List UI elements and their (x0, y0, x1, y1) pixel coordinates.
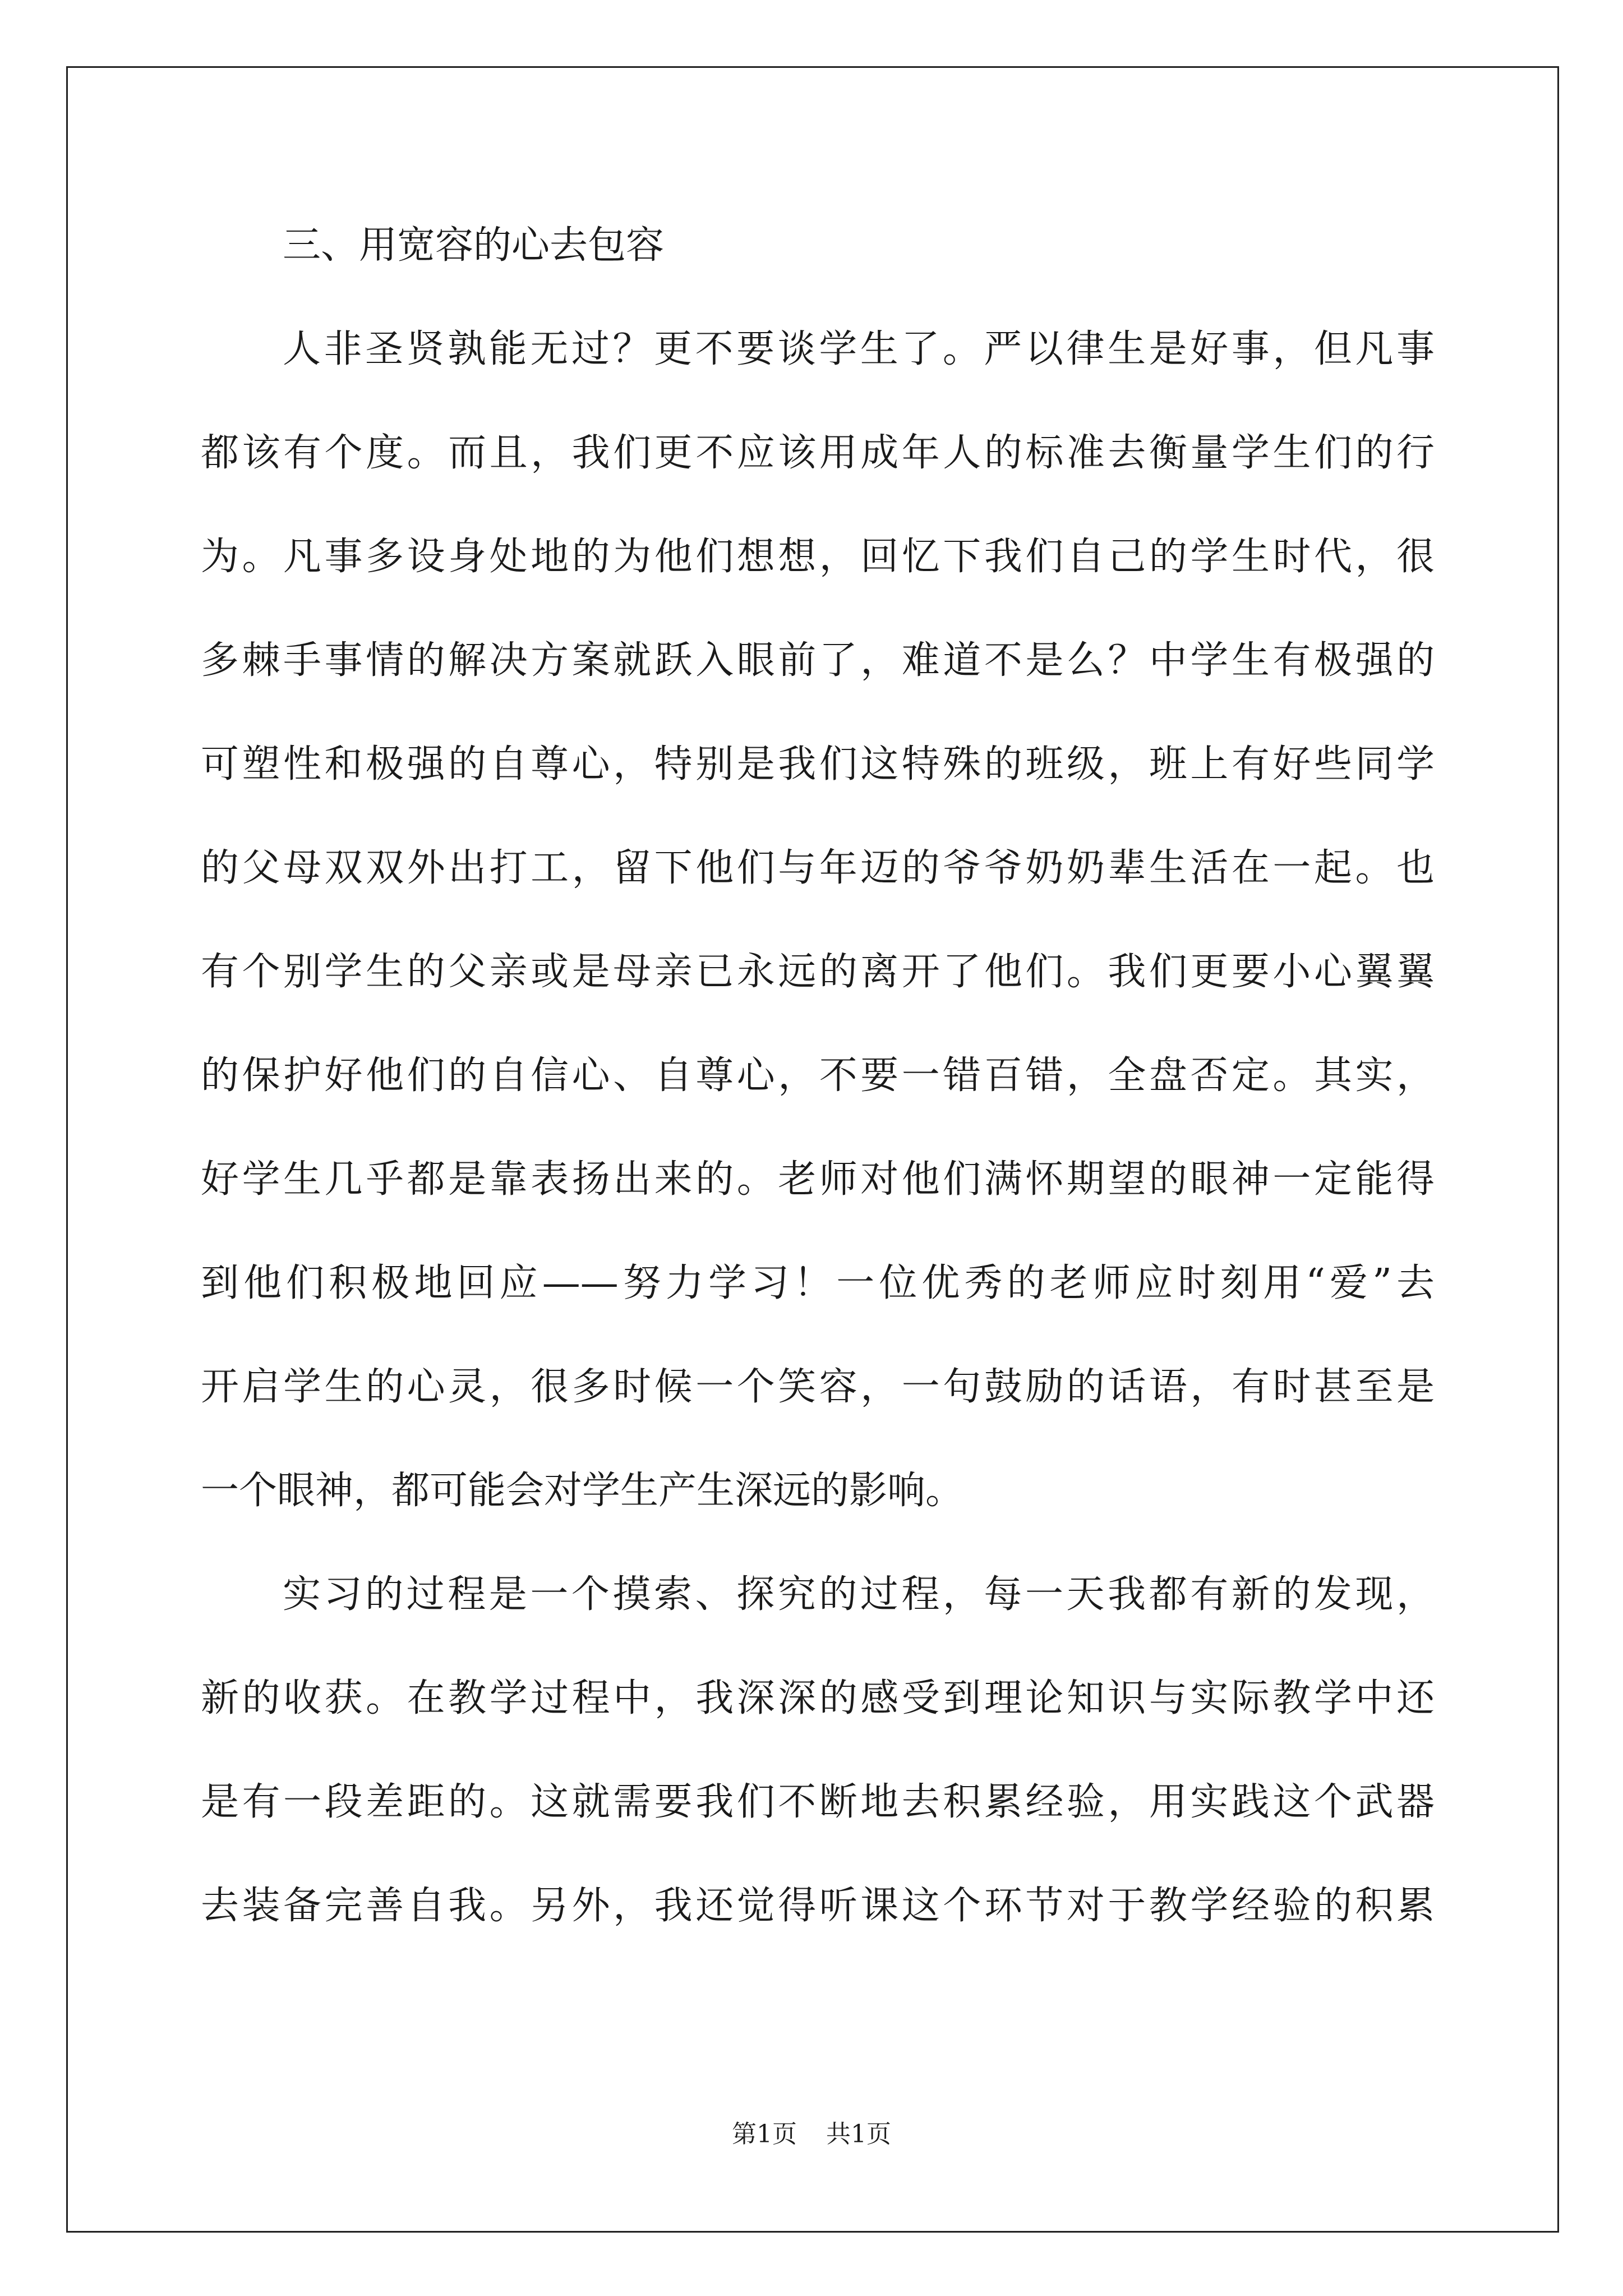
paragraph-line: 到他们积极地回应——努力学习！一位优秀的老师应时刻用“爱”去 (201, 1261, 1435, 1305)
paragraph-line: 为。凡事多设身处地的为他们想想，回忆下我们自己的学生时代，很 (201, 535, 1435, 579)
section-heading: 三、用宽容的心去包容 (283, 223, 665, 268)
paragraph-line: 去装备完善自我。另外，我还觉得听课这个环节对于教学经验的积累 (201, 1884, 1435, 1928)
paragraph-line: 可塑性和极强的自尊心，特别是我们这特殊的班级，班上有好些同学 (201, 742, 1435, 786)
paragraph-line: 的保护好他们的自信心、自尊心，不要一错百错，全盘否定。其实， (201, 1053, 1435, 1098)
paragraph-line: 人非圣贤孰能无过？更不要谈学生了。严以律生是好事，但凡事 (283, 327, 1435, 371)
paragraph-line: 的父母双双外出打工，留下他们与年迈的爷爷奶奶辈生活在一起。也 (201, 846, 1435, 890)
paragraph-line: 有个别学生的父亲或是母亲已永远的离开了他们。我们更要小心翼翼 (201, 950, 1435, 994)
paragraph-line: 多棘手事情的解决方案就跃入眼前了，难道不是么？中学生有极强的 (201, 638, 1435, 683)
page-footer (0, 2118, 1623, 2151)
paragraph-line: 是有一段差距的。这就需要我们不断地去积累经验，用实践这个武器 (201, 1780, 1435, 1824)
paragraph-line: 实习的过程是一个摸索、探究的过程，每一天我都有新的发现， (283, 1572, 1435, 1617)
paragraph-line: 新的收获。在教学过程中，我深深的感受到理论知识与实际教学中还 (201, 1676, 1435, 1720)
paragraph-line: 都该有个度。而且，我们更不应该用成年人的标准去衡量学生们的行 (201, 431, 1435, 475)
page-number: 第1页 (732, 2120, 797, 2148)
page-total: 共1页 (826, 2120, 891, 2148)
paragraph-line: 开启学生的心灵，很多时候一个笑容，一句鼓励的话语，有时甚至是 (201, 1365, 1435, 1409)
paragraph-line: 好学生几乎都是靠表扬出来的。老师对他们满怀期望的眼神一定能得 (201, 1157, 1435, 1202)
paragraph-line: 一个眼神，都可能会对学生产生深远的影响。 (201, 1469, 964, 1513)
document-body (201, 212, 1435, 1976)
